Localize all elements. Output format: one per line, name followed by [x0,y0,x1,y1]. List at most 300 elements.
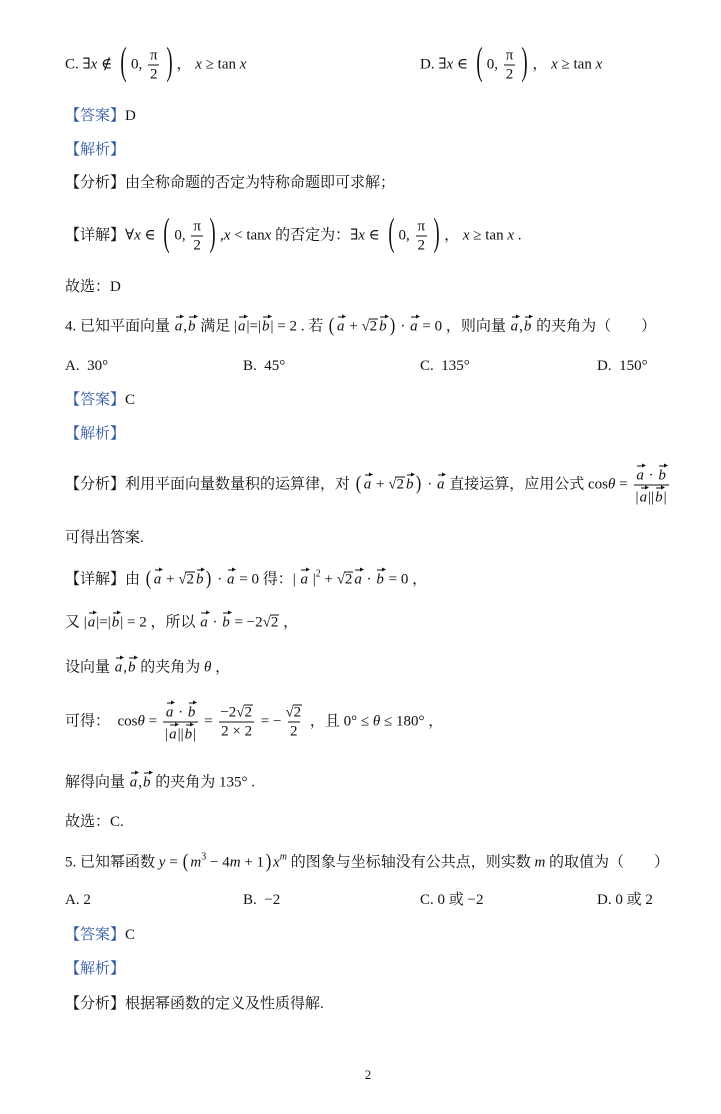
math-variable: x [134,227,141,244]
math-text: + 1 [240,854,265,871]
fraction-denominator [191,236,203,255]
math-text: D. [420,56,439,73]
vector-b [406,472,414,493]
analysis-content [125,467,671,506]
math-text: || [177,726,184,743]
vector-letter: a [639,489,648,506]
solution-tag: 【解析】 [65,961,126,977]
fraction-denominator [634,485,669,507]
answer-value: C [125,927,136,943]
radicand [244,705,254,722]
vector-letter: a [165,704,174,721]
q4-option-c [420,355,470,377]
square-root [388,473,405,495]
vector-arrow-icon [155,568,164,573]
vector-arrow-icon [411,315,420,320]
math-text: 2 [417,237,426,254]
math-text: 2 × 2 [221,723,253,740]
math-text: ， [279,614,299,631]
q3-solution-heading [65,139,125,161]
math-text: ， [211,659,231,676]
vector-letter: a [87,614,96,631]
math-text: || [648,489,655,506]
fraction-numerator [148,47,160,65]
math-text: 2 [315,568,321,580]
math-text: 0, [398,227,414,244]
math-variable: x [195,56,202,73]
answer-value: C [125,392,136,408]
square-root [178,569,195,591]
vector-b [658,464,666,485]
math-text: , [219,227,224,244]
vector-arrow-icon [189,315,198,320]
analysis-tag: 【分析】 [65,476,126,493]
math-text: · [174,704,187,721]
answer-value: D [125,108,136,124]
vector-letter: b [184,726,193,743]
analysis-text: 根据幂函数的定义及性质得解. [125,996,324,1012]
math-text: 0, [130,56,146,73]
vector-arrow-icon [355,568,364,573]
vector-letter: a [636,467,644,484]
left-paren: ( [387,213,395,256]
vector-b [524,315,532,336]
math-text: ∃ [438,56,447,73]
math-text: ∈ [364,227,384,244]
fraction-denominator [163,722,198,744]
option-label: B. −2 [243,892,281,908]
radical-sign: √ [236,704,245,721]
group-body [190,851,265,871]
math-text: = [615,476,632,493]
vector-a [175,315,183,336]
left-paren: ( [328,315,335,338]
parenthesized-group [472,42,533,85]
math-text: | [193,726,197,743]
math-variable: x [462,227,470,244]
vector-arrow-icon [438,472,447,477]
math-text: < tan [230,227,265,244]
left-paren: ( [145,568,152,591]
math-text: 2 [149,66,158,83]
vector-arrow-icon [301,568,310,573]
math-variable: y [158,854,166,871]
math-text: | = 2 . 若 [270,318,327,335]
q4-solution-heading [65,423,125,445]
fraction [148,47,160,84]
math-text: = [165,854,182,871]
vector-arrow-icon [167,701,176,706]
superscript [280,852,287,863]
parenthesized-group [354,473,424,496]
vector-arrow-icon [228,568,237,573]
answer-tag: 【答案】 [65,108,126,124]
math-text: = −2 [230,614,263,631]
math-text: · [423,476,436,493]
group-body [336,319,388,335]
math-text: , [138,774,143,791]
math-text: | [308,571,316,588]
vector-a [88,611,96,632]
math-text: 2 [270,614,279,631]
option-label: B. 45° [243,358,286,374]
math-text: π [193,218,201,235]
q5-option-b [243,889,280,911]
math-text: 的图象与坐标轴没有公共点，则实数 [286,854,535,871]
vector-arrow-icon [525,315,534,320]
math-text: ≥ tan [201,56,240,73]
vector-a [238,315,246,336]
math-text: = − [257,713,282,730]
math-text: ∀ [125,227,135,244]
math-text: ∉ [97,56,116,73]
fraction-denominator [504,65,516,84]
fraction-numerator [163,701,199,722]
q5-answer-line [65,924,135,946]
q4-conclusion [65,811,124,833]
q5-option-a [65,889,91,911]
vector-b [222,611,230,632]
math-text: 0, [486,56,502,73]
vector-letter: a [354,571,362,588]
vector-letter: b [195,571,204,588]
math-variable: x [264,227,272,244]
fraction-numerator [416,218,428,236]
square-root [263,612,280,634]
math-text: 设向量 [65,659,114,676]
vector-b [128,656,136,677]
vector-letter: a [436,476,445,493]
math-text: − 4 [206,854,230,871]
q4-detail-line-4 [65,701,443,744]
vector-letter: a [129,774,138,791]
detail-content [125,568,428,591]
vector-arrow-icon [176,315,185,320]
q4-detail-line-2 [65,611,298,634]
math-variable: θ [137,713,145,730]
math-variable: m [534,854,546,871]
fraction-denominator [148,65,160,84]
math-text: + [372,476,389,493]
math-text: 解得向量 [65,774,129,791]
vector-letter: a [510,318,519,335]
math-text: , [183,318,188,335]
vector-a [337,315,345,336]
option-label: C. 135° [420,358,470,374]
vector-letter: b [379,318,387,335]
right-paren: ) [433,213,440,256]
vector-arrow-icon [641,486,650,491]
math-text: 直接运算，应用公式 cos [445,476,608,493]
math-variable: x [507,227,514,244]
math-text: + [162,571,179,588]
vector-a [640,486,648,507]
analysis-tag: 【分析】 [65,996,126,1012]
radicand [344,572,354,589]
math-text: · [644,467,658,484]
vector-a [354,568,362,589]
vector-a [300,568,308,589]
option-label: A. 2 [65,892,91,908]
fraction [416,218,428,255]
radical-sign: √ [285,704,294,721]
left-paren: ( [476,42,483,85]
vector-letter: a [114,659,123,676]
math-variable: x [551,56,558,73]
group-body [363,476,415,492]
vector-arrow-icon [116,656,125,661]
detail-tag: 【详解】 [65,227,126,244]
vector-b [188,315,196,336]
math-text: 0, [174,227,190,244]
option-label: D. 150° [597,358,648,374]
math-text: ， [176,56,196,73]
math-text: 的夹角为（ ） [532,318,657,335]
math-text: 又 | [65,614,87,631]
vector-letter: a [238,318,246,335]
math-text: = [144,713,161,730]
vector-arrow-icon [377,568,386,573]
vector-a [227,568,235,589]
fraction-numerator [283,704,304,722]
vector-letter: b [655,489,663,506]
vector-b [188,701,196,722]
math-variable: θ [372,713,381,730]
q4-detail-line-1 [65,564,427,591]
math-text: 2 [369,318,378,335]
math-text: + [345,318,362,335]
vector-arrow-icon [659,464,668,469]
vector-arrow-icon [113,611,122,616]
math-text: = 0 ， [384,571,428,588]
vector-a [154,568,162,589]
math-variable: x [239,56,247,73]
right-paren: ) [209,213,216,256]
vector-b [112,611,120,632]
vector-letter: a [363,476,372,493]
q4-option-a [65,355,108,377]
vector-letter: b [262,318,270,335]
answer-tag: 【答案】 [65,392,126,408]
q4-analysis-continuation [65,527,144,549]
vector-a [636,464,644,485]
option-label: C. 0 或 −2 [420,892,484,908]
math-text: ≤ 180° ， [380,713,444,730]
radicand [185,572,195,589]
vector-letter: b [188,318,196,335]
math-text: |=| [96,614,111,631]
math-text: + [320,571,337,588]
left-paren: ( [355,473,362,496]
vector-b [376,568,384,589]
math-text: 4. 已知平面向量 [65,318,174,335]
math-text: π [417,218,426,235]
vector-arrow-icon [239,315,248,320]
radical-sign: √ [388,476,397,493]
left-paren: ( [163,213,170,256]
vector-b [655,486,663,507]
vector-arrow-icon [186,723,195,728]
math-text: 5. 已知幂函数 [65,854,159,871]
vector-letter: b [523,318,532,335]
math-variable: x [273,854,280,871]
vector-a [364,472,372,493]
detail-content [125,213,522,256]
math-variable: m [229,854,241,871]
group-body [399,218,430,255]
math-text: . [514,227,522,244]
vector-a [200,611,208,632]
math-text: π [505,47,514,64]
math-variable: m [279,851,287,863]
radical-sign: √ [336,571,345,588]
math-text: 2 [396,476,404,493]
math-text: , [123,659,128,676]
right-paren: ) [265,851,272,874]
math-text: 由 [125,571,144,588]
math-text: 可得： cos [65,713,138,730]
math-variable: x [223,227,231,244]
vector-letter: a [300,571,308,588]
fraction-denominator [288,722,300,741]
math-text: = 0 得：| [235,571,300,588]
vector-letter: b [111,614,120,631]
vector-arrow-icon [223,611,232,616]
vector-arrow-icon [407,472,416,477]
math-variable: x [90,56,98,73]
math-text: 2 [293,704,302,721]
q5-solution-heading [65,958,125,980]
math-text: · [362,571,376,588]
math-text: C. [65,56,83,73]
right-paren: ) [165,42,173,85]
fraction [283,704,304,741]
q5-analysis-line [65,993,324,1015]
math-text: ≥ tan [557,56,596,73]
fraction-denominator [416,236,428,255]
vector-arrow-icon [197,568,206,573]
detail-tag: 【详解】 [65,571,126,588]
math-text: = 0 ，则向量 [418,318,510,335]
math-text: = [200,713,217,730]
vector-a [437,472,445,493]
vector-letter: a [336,318,345,335]
radical-sign: √ [361,318,370,335]
left-paren: ( [183,851,189,874]
solution-tag: 【解析】 [65,426,126,442]
vector-letter: b [128,659,136,676]
right-paren: ) [416,473,422,496]
left-paren: ( [120,42,127,85]
vector-arrow-icon [380,315,389,320]
math-text: ， [444,227,463,244]
group-body [487,47,518,84]
fraction-numerator [218,704,255,722]
fraction [191,218,203,255]
solution-tag: 【解析】 [65,142,126,158]
vector-b [143,771,151,792]
math-text: 的取值为（ ） [545,854,670,871]
math-text: ， [532,56,552,73]
right-paren: ) [206,568,212,591]
q3-detail-line [65,213,522,256]
fraction [633,464,669,507]
vector-b [262,315,270,336]
vector-arrow-icon [89,611,98,616]
q3-option-c [65,42,247,85]
fraction-numerator [191,218,203,236]
math-text: , [519,318,523,335]
q4-stem [65,315,656,338]
answer-tag: 【答案】 [65,927,126,943]
math-text: | [165,726,169,743]
vector-letter: a [169,726,177,743]
vector-arrow-icon [512,315,521,320]
radicand [270,615,280,632]
math-text: · [208,614,222,631]
q3-analysis-line [65,172,395,194]
conclusion-text: 故选：C. [65,814,124,830]
vector-letter: a [410,318,418,335]
square-root [361,316,378,338]
vector-arrow-icon [338,315,347,320]
vector-arrow-icon [189,701,198,706]
vector-letter: b [405,476,414,493]
right-paren: ) [389,315,395,338]
q4-detail-line-3 [65,656,230,679]
q3-answer-line [65,105,136,127]
conclusion-text: 故选：D [65,279,121,295]
parenthesized-group [384,213,445,256]
math-variable: θ [204,659,212,676]
math-variable: θ [607,476,616,493]
parenthesized-group [116,42,177,85]
vector-arrow-icon [365,472,374,477]
math-text: · [213,571,226,588]
fraction [163,701,199,744]
vector-letter: b [376,571,384,588]
vector-b [185,723,193,744]
math-text: | [663,489,667,506]
vector-a [410,315,418,336]
fraction [218,704,255,741]
radicand [293,705,303,722]
vector-a [511,315,519,336]
vector-arrow-icon [637,464,646,469]
math-text: ∈ [453,56,472,73]
radical-sign: √ [178,571,187,588]
vector-letter: b [187,704,196,721]
vector-arrow-icon [129,656,138,661]
math-text: 2 [186,571,194,588]
vector-letter: a [153,571,162,588]
vector-letter: a [200,614,208,631]
vector-arrow-icon [131,771,140,776]
math-text: 2 [193,237,201,254]
math-text: 的夹角为 135° . [151,774,256,791]
fraction-denominator [219,722,254,741]
radicand [369,319,379,336]
vector-arrow-icon [656,486,665,491]
square-root [236,704,253,722]
vector-arrow-icon [263,315,272,320]
vector-a [169,723,177,744]
vector-a [115,656,123,677]
math-text: 2 [344,571,353,588]
math-text: 满足 | [196,318,238,335]
vector-arrow-icon [201,611,210,616]
q5-option-c [420,889,483,911]
